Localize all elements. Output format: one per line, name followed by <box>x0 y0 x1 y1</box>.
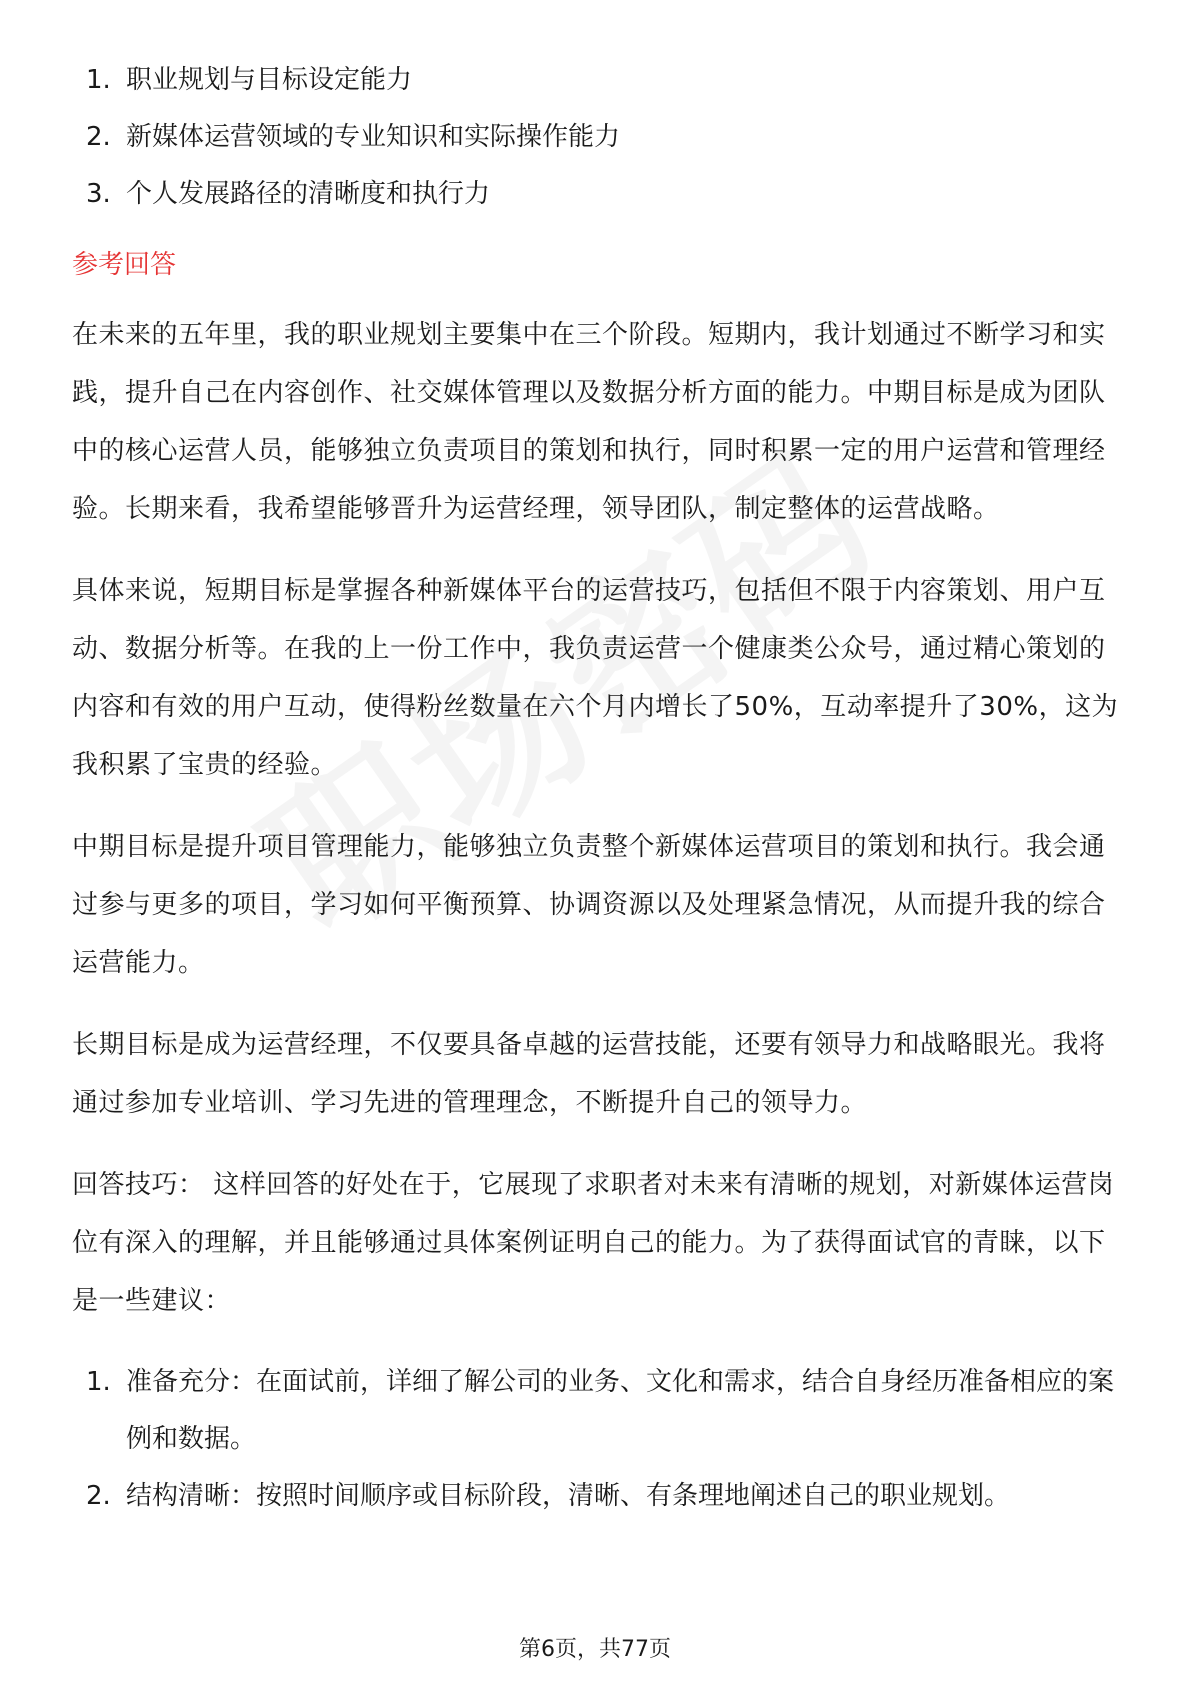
tips-list <box>72 1354 1122 1525</box>
list-item-text: 个人发展路径的清晰度和执行力 <box>126 179 491 209</box>
list-item <box>72 1468 1122 1525</box>
list-item-text: 准备充分：在面试前，详细了解公司的业务、文化和需求，结合自身经历准备相应的案例和数据。 <box>126 1367 1115 1454</box>
list-item-number: 3. <box>86 179 111 209</box>
paragraph: 具体来说，短期目标是掌握各种新媒体平台的运营技巧，包括但不限于内容策划、用户互动、数据分析等。在我的上一份工作中，我负责运营一个健康类公众号，通过精心策划的内容和有效的用户互动，使得粉丝数量在六个月内增长了50%，互动率提升了30%，这为我积累了宝贵的经验。 <box>72 576 1119 780</box>
list-item <box>72 166 1122 223</box>
paragraph: 在未来的五年里，我的职业规划主要集中在三个阶段。短期内，我计划通过不断学习和实践，提升自己在内容创作、社交媒体管理以及数据分析方面的能力。中期目标是成为团队中的核心运营人员，能够独立负责项目的策划和执行，同时积累一定的用户运营和管理经验。长期来看，我希望能够晋升为运营经理，领导团队，制定整体的运营战略。 <box>72 320 1106 524</box>
list-item <box>72 52 1122 109</box>
criteria-list <box>72 52 1122 223</box>
list-item-number: 1. <box>86 1367 111 1397</box>
paragraph: 回答技巧： 这样回答的好处在于，它展现了求职者对未来有清晰的规划，对新媒体运营岗位有深入的理解，并且能够通过具体案例证明自己的能力。为了获得面试官的青睐，以下是一些建议： <box>72 1170 1115 1316</box>
section-heading: 参考回答 <box>72 250 177 280</box>
page-footer: 第6页，共77页 <box>519 1637 671 1662</box>
list-item-text: 结构清晰：按照时间顺序或目标阶段，清晰、有条理地阐述自己的职业规划。 <box>126 1481 1011 1511</box>
page-content <box>72 52 1122 1525</box>
paragraph: 中期目标是提升项目管理能力，能够独立负责整个新媒体运营项目的策划和执行。我会通过参与更多的项目，学习如何平衡预算、协调资源以及处理紧急情况，从而提升我的综合运营能力。 <box>72 832 1106 978</box>
list-item-number: 2. <box>86 122 111 152</box>
paragraph: 长期目标是成为运营经理，不仅要具备卓越的运营技能，还要有领导力和战略眼光。我将通过参加专业培训、学习先进的管理理念，不断提升自己的领导力。 <box>72 1030 1106 1118</box>
list-item-number: 1. <box>86 65 111 95</box>
list-item-text: 职业规划与目标设定能力 <box>126 65 413 95</box>
list-item <box>72 109 1122 166</box>
list-item <box>72 1354 1122 1468</box>
list-item-text: 新媒体运营领域的专业知识和实际操作能力 <box>126 122 621 152</box>
list-item-number: 2. <box>86 1481 111 1511</box>
